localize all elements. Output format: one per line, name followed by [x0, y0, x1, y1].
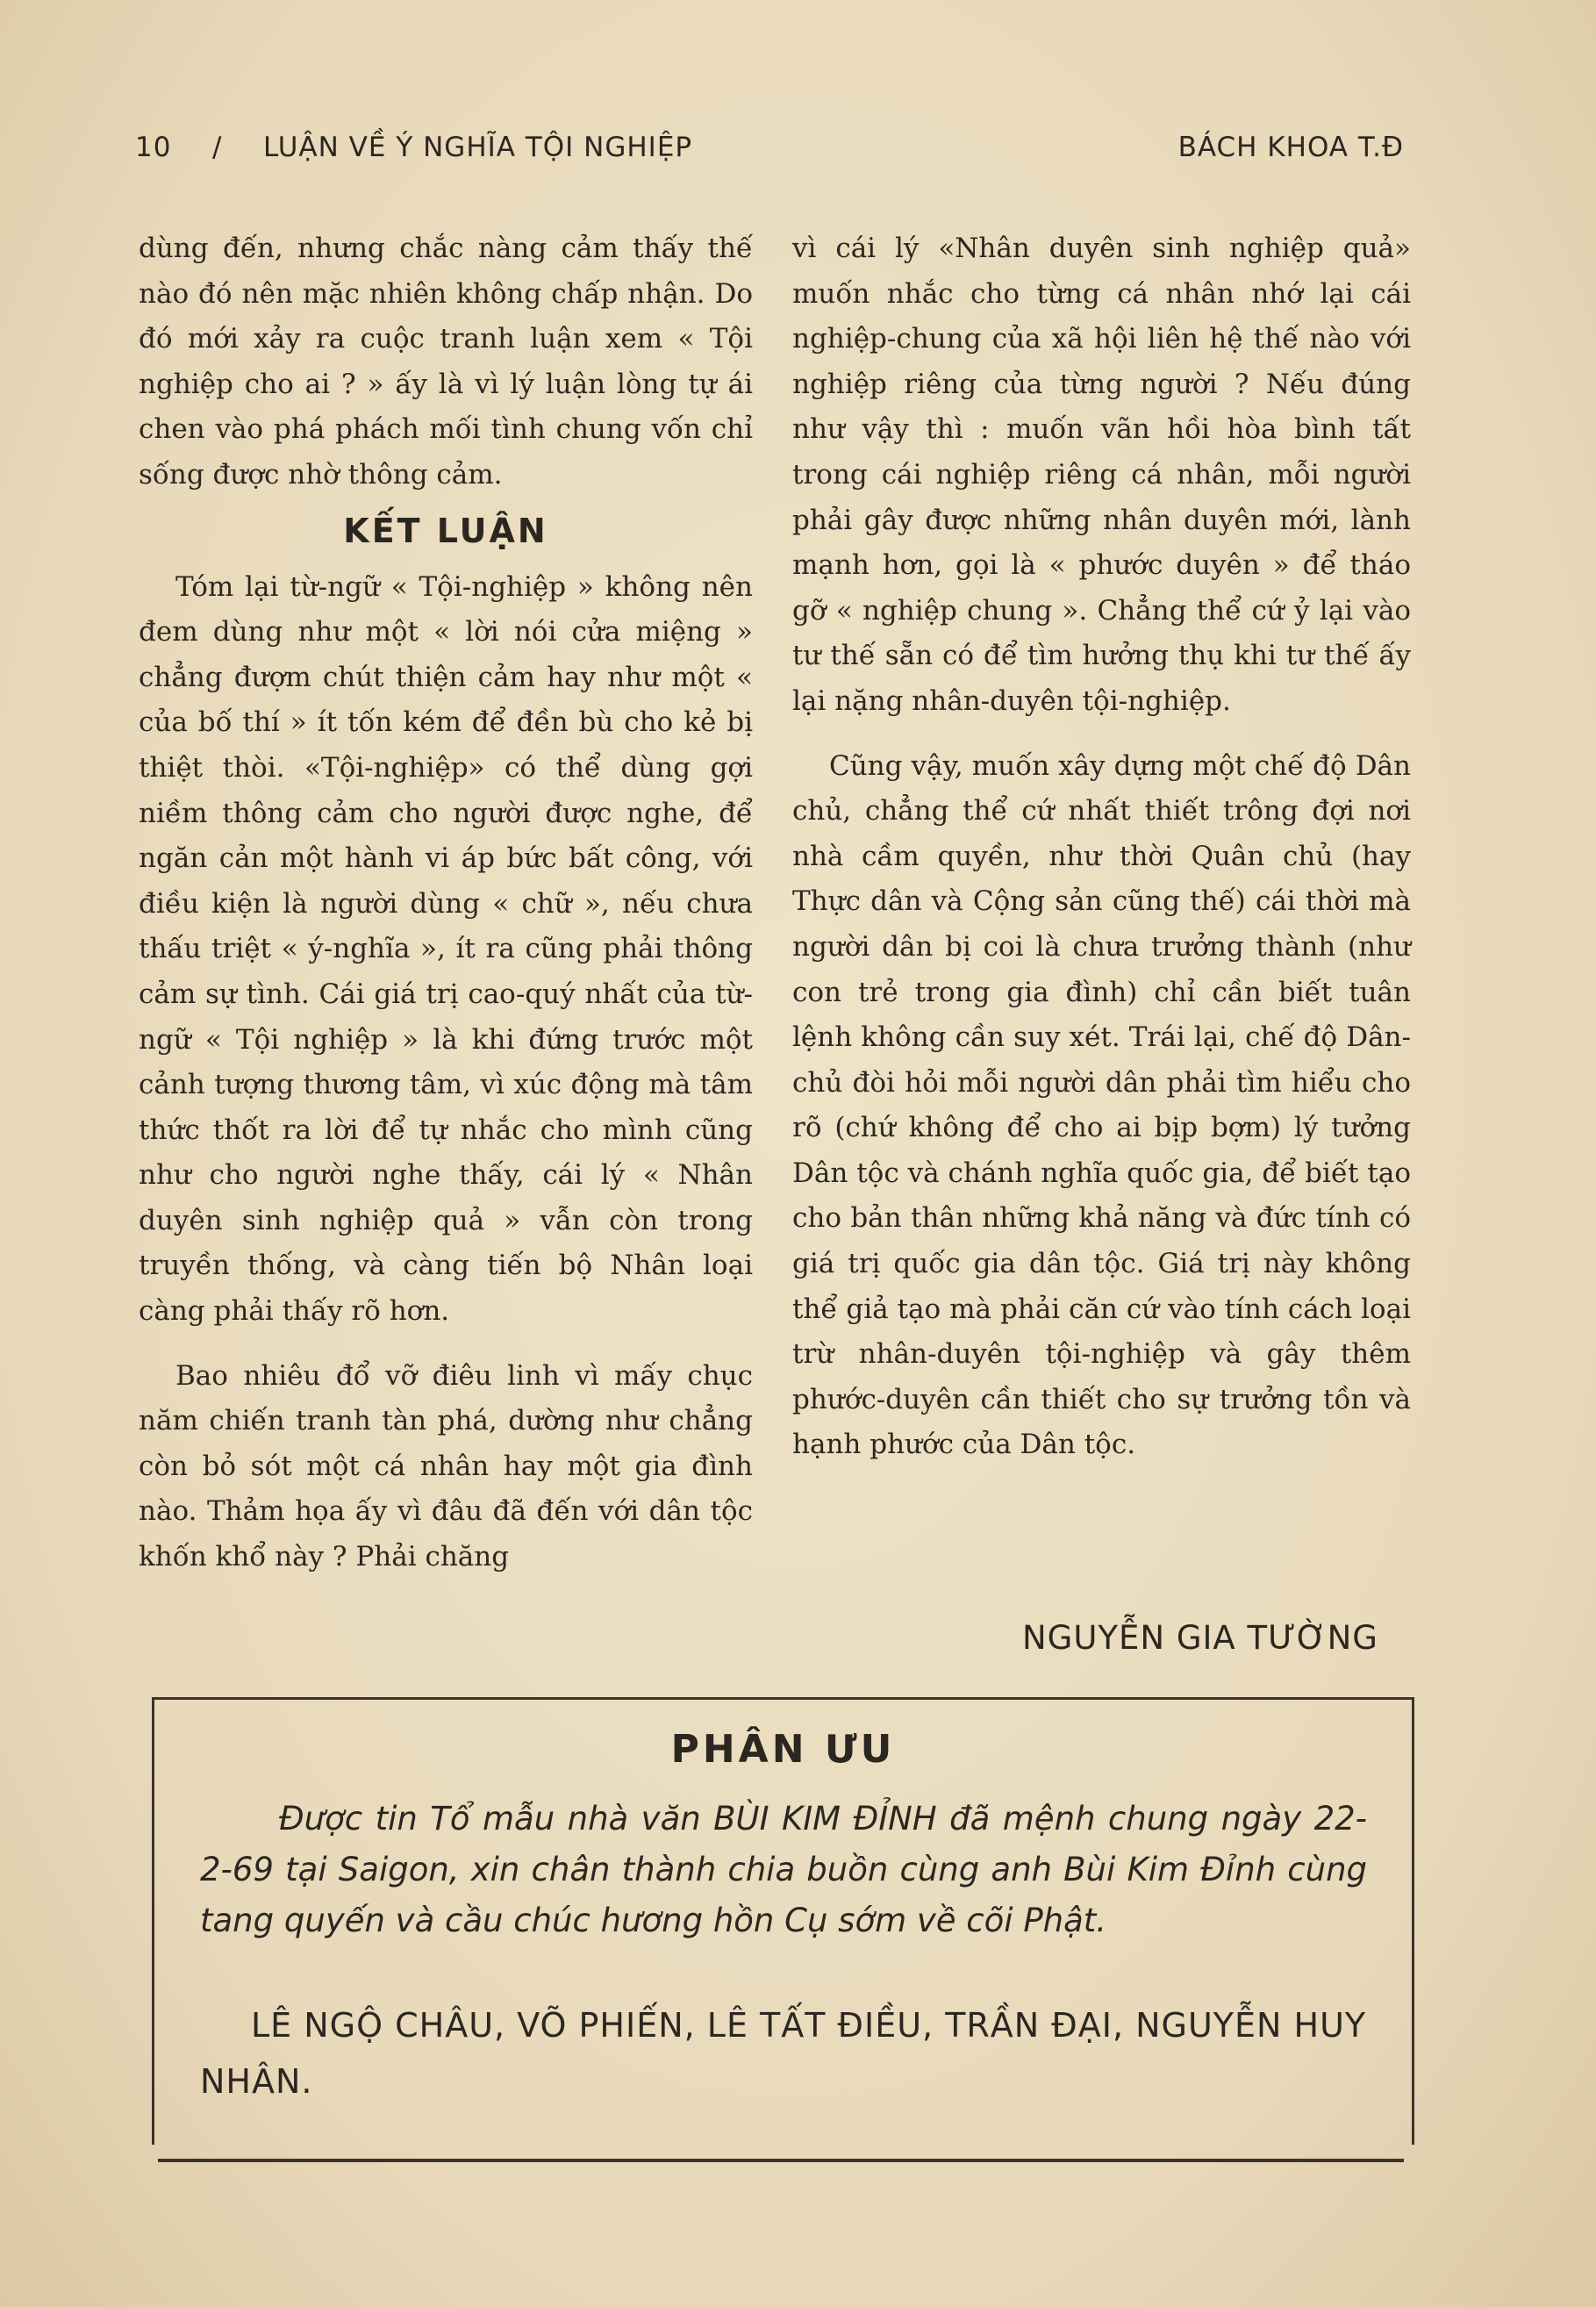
notice-title: PHÂN ƯU	[670, 1727, 896, 1772]
header-separator: /	[212, 132, 223, 163]
notice-text: Được tin Tổ mẫu nhà văn BÙI KIM ĐỈNH đã mệnh chung ngày 22-2-69 tại Saigon, xin chân thành chia buồn cùng anh Bùi Kim Đỉnh cùng tang quyến và cầu chúc hương hồn Cụ sớm về cõi Phật.	[200, 1800, 1367, 1939]
magazine-name: BÁCH KHOA T.Đ	[1177, 132, 1404, 163]
notice-bottom-rule	[158, 2159, 1404, 2162]
condolence-notice	[152, 1699, 1414, 2145]
notice-signers: LÊ NGỘ CHÂU, VÕ PHIẾN, LÊ TẤT ĐIỀU, TRẦN ĐẠI, NGUYỄN HUY NHÂN.	[200, 2006, 1367, 2101]
right-column	[792, 226, 1411, 1468]
author-signature: NGUYỄN GIA TƯỜNG	[1022, 1619, 1378, 1657]
article-title: LUẬN VỀ Ý NGHĨA TỘI NGHIỆP	[263, 132, 693, 163]
page-number: 10	[135, 132, 172, 163]
right-paragraph-2: Cũng vậy, muốn xây dựng một chế độ Dân chủ, chẳng thể cứ nhất thiết trông đợi nơi nhà cầm quyền, như thời Quân chủ (hay Thực dân và Cộng sản cũng thế) cái thời mà người dân bị coi là chưa trưởng thành (như con trẻ trong gia đình) chỉ cần biết tuân lệnh không cần suy xét. Trái lại, chế độ Dân-chủ đòi hỏi mỗi người dân phải tìm hiểu cho rõ (chứ không để cho ai bịp bợm) lý tưởng Dân tộc và chánh nghĩa quốc gia, để biết tạo cho bản thân những khả năng và đức tính có giá trị quốc gia dân tộc. Giá trị này không thể giả tạo mà phải căn cứ vào tính cách loại trừ nhân-duyên tội-nghiệp và gây thêm phước-duyên cần thiết cho sự trưởng tồn và hạnh phước của Dân tộc.	[792, 749, 1411, 1461]
left-paragraph-2: Tóm lại từ-ngữ « Tội-nghiệp » không nên đem dùng như một « lời nói cửa miệng » chẳng đượm chút thiện cảm hay như một « của bố thí » ít tốn kém để đền bù cho kẻ bị thiệt thòi. «Tội-nghiệp» có thể dùng gợi niềm thông cảm cho người được nghe, để ngăn cản một hành vi áp bức bất công, với điều kiện là người dùng « chữ », nếu chưa thấu triệt « ý-nghĩa », ít ra cũng phải thông cảm sự tình. Cái giá trị cao-quý nhất của từ-ngữ « Tội nghiệp » là khi đứng trước một cảnh tượng thương tâm, vì xúc động mà tâm thức thốt ra lời để tự nhắc cho mình cũng như cho người nghe thấy, cái lý « Nhân duyên sinh nghiệp quả » vẫn còn trong truyền thống, và càng tiến bộ Nhân loại càng phải thấy rõ hơn.	[139, 570, 753, 1328]
running-header	[132, 132, 1404, 176]
section-heading-conclusion: KẾT LUẬN	[343, 511, 548, 550]
left-column	[139, 226, 753, 1580]
right-paragraph-1: vì cái lý «Nhân duyên sinh nghiệp quả» muốn nhắc cho từng cá nhân nhớ lại cái nghiệp-chung của xã hội liên hệ thế nào với nghiệp riêng của từng người ? Nếu đúng như vậy thì : muốn vãn hồi hòa bình tất trong cái nghiệp riêng cá nhân, mỗi người phải gây được những nhân duyên mới, lành mạnh hơn, gọi là « phước duyên » để tháo gỡ « nghiệp chung ». Chẳng thể cứ ỷ lại vào tư thế sẵn có để tìm hưởng thụ khi tư thế ấy lại nặng nhân-duyên tội-nghiệp.	[792, 233, 1411, 717]
left-paragraph-1: dùng đến, nhưng chắc nàng cảm thấy thế nào đó nên mặc nhiên không chấp nhận. Do đó mới xảy ra cuộc tranh luận xem « Tội nghiệp cho ai ? » ấy là vì lý luận lòng tự ái chen vào phá phách mối tình chung vốn chỉ sống được nhờ thông cảm.	[139, 233, 753, 491]
left-paragraph-3: Bao nhiêu đổ vỡ điêu linh vì mấy chục năm chiến tranh tàn phá, dường như chẳng còn bỏ sót một cá nhân hay một gia đình nào. Thảm họa ấy vì đâu đã đến với dân tộc khốn khổ này ? Phải chăng	[139, 1359, 753, 1573]
